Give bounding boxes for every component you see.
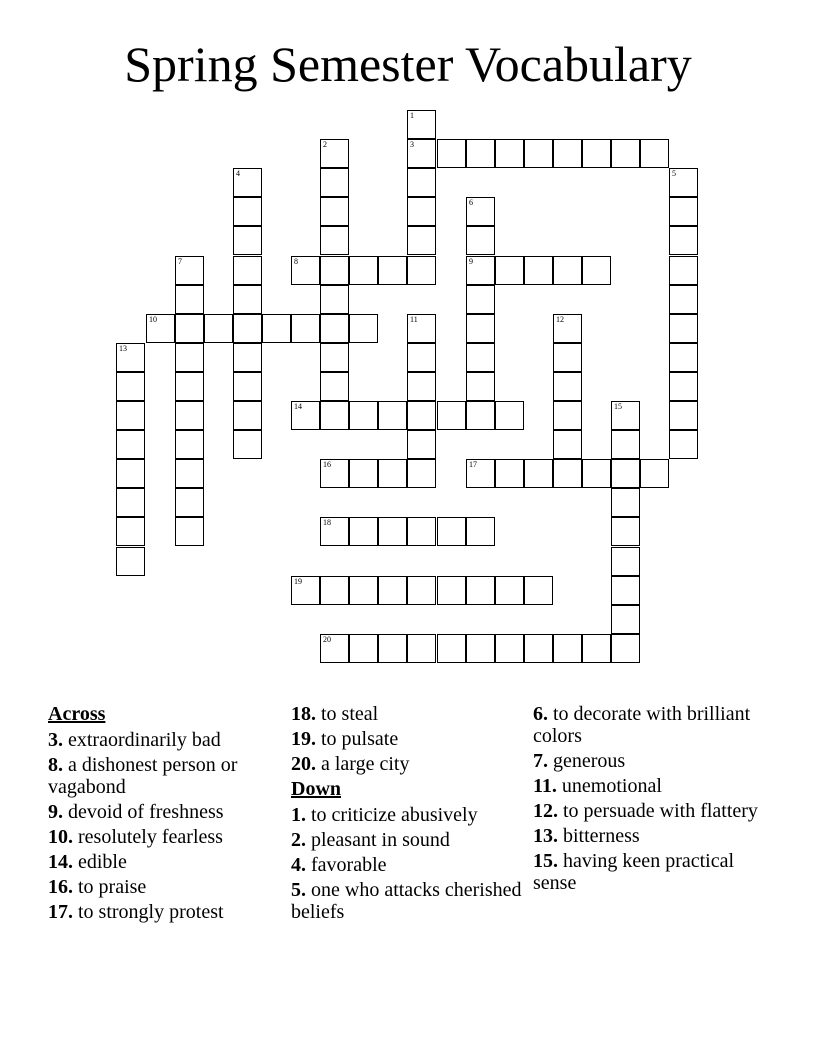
grid-cell[interactable] [466,139,495,168]
grid-cell[interactable] [378,256,407,285]
grid-cell[interactable] [553,343,582,372]
down-header: Down [291,778,342,800]
grid-cell[interactable] [349,314,378,343]
grid-cell[interactable] [553,459,582,488]
grid-cell[interactable] [553,401,582,430]
grid-cell[interactable] [611,430,640,459]
grid-cell[interactable] [233,226,262,255]
clue-across-16: 16. to praise [48,876,147,898]
grid-cell[interactable] [407,343,436,372]
grid-cell[interactable] [437,634,466,663]
grid-cell[interactable] [233,401,262,430]
grid-cell[interactable] [524,139,553,168]
clue-across-14: 14. edible [48,851,127,873]
clue-across-10: 10. resolutely fearless [48,826,223,848]
grid-cell[interactable] [320,139,349,168]
grid-cell[interactable] [407,430,436,459]
grid-cell[interactable] [669,343,698,372]
grid-cell[interactable] [611,459,640,488]
grid-cell[interactable] [175,372,204,401]
across-header: Across [48,703,106,725]
grid-cell[interactable] [320,634,349,663]
grid-cell[interactable] [291,256,320,285]
grid-cell[interactable] [466,372,495,401]
grid-cell[interactable] [175,401,204,430]
grid-cell[interactable] [233,314,262,343]
grid-cell[interactable] [582,139,611,168]
grid-cell[interactable] [466,517,495,546]
grid-cell[interactable] [582,634,611,663]
grid-cell[interactable] [582,256,611,285]
clue-number: 15 [614,402,622,411]
grid-cell[interactable] [175,430,204,459]
grid-cell[interactable] [669,430,698,459]
clue-down-4: 4. favorable [291,854,387,876]
grid-cell[interactable] [349,256,378,285]
grid-cell[interactable] [437,576,466,605]
clue-down-5: 5. one who attacks cherished beliefs [291,879,522,923]
grid-cell[interactable] [320,285,349,314]
clue-across-19: 19. to pulsate [291,728,399,750]
clue-number: 7 [178,257,182,266]
grid-cell[interactable] [291,401,320,430]
grid-cell[interactable] [233,168,262,197]
clue-down-11: 11. unemotional [533,775,662,797]
grid-cell[interactable] [611,576,640,605]
grid-cell[interactable] [233,256,262,285]
grid-cell[interactable] [611,605,640,634]
grid-cell[interactable] [378,634,407,663]
grid-cell[interactable] [349,517,378,546]
clue-number: 1 [410,111,414,120]
grid-cell[interactable] [407,256,436,285]
grid-cell[interactable] [233,285,262,314]
grid-cell[interactable] [116,372,145,401]
grid-cell[interactable] [669,197,698,226]
grid-cell[interactable] [378,517,407,546]
grid-cell[interactable] [407,226,436,255]
grid-cell[interactable] [175,285,204,314]
grid-cell[interactable] [291,314,320,343]
clue-number: 13 [119,344,127,353]
grid-cell[interactable] [378,576,407,605]
grid-cell[interactable] [553,372,582,401]
grid-cell[interactable] [582,459,611,488]
clue-down-12: 12. to persuade with flattery [533,800,758,822]
clue-number: 6 [469,198,473,207]
grid-cell[interactable] [669,401,698,430]
grid-cell[interactable] [349,401,378,430]
grid-cell[interactable] [116,488,145,517]
grid-cell[interactable] [466,343,495,372]
grid-cell[interactable] [407,110,436,139]
clue-across-9: 9. devoid of freshness [48,801,224,823]
grid-cell[interactable] [611,488,640,517]
grid-cell[interactable] [175,517,204,546]
grid-cell[interactable] [495,139,524,168]
grid-cell[interactable] [466,256,495,285]
grid-cell[interactable] [262,314,291,343]
grid-cell[interactable] [553,139,582,168]
grid-cell[interactable] [175,314,204,343]
clue-number: 3 [410,140,414,149]
grid-cell[interactable] [466,459,495,488]
grid-cell[interactable] [378,459,407,488]
grid-cell[interactable] [349,459,378,488]
grid-cell[interactable] [233,372,262,401]
grid-cell[interactable] [204,314,233,343]
clue-number: 4 [236,169,240,178]
grid-cell[interactable] [466,197,495,226]
grid-cell[interactable] [233,197,262,226]
clue-number: 9 [469,257,473,266]
grid-cell[interactable] [495,459,524,488]
grid-cell[interactable] [466,634,495,663]
clues-column-2 [291,703,523,926]
grid-cell[interactable] [175,488,204,517]
grid-cell[interactable] [640,139,669,168]
grid-cell[interactable] [553,256,582,285]
grid-cell[interactable] [320,197,349,226]
grid-cell[interactable] [669,285,698,314]
grid-cell[interactable] [437,139,466,168]
grid-cell[interactable] [611,634,640,663]
grid-cell[interactable] [669,168,698,197]
clue-number: 18 [323,518,331,527]
clue-down-15: 15. having keen practical sense [533,850,735,894]
grid-cell[interactable] [407,401,436,430]
grid-cell[interactable] [611,517,640,546]
clue-down-13: 13. bitterness [533,825,640,847]
clue-number: 11 [410,315,418,324]
grid-cell[interactable] [320,459,349,488]
grid-cell[interactable] [669,226,698,255]
grid-cell[interactable] [116,547,145,576]
page-title: Spring Semester Vocabulary [124,36,692,92]
grid-cell[interactable] [320,576,349,605]
grid-cell[interactable] [407,139,436,168]
clue-number: 5 [672,169,676,178]
grid-cell[interactable] [407,517,436,546]
grid-cell[interactable] [233,430,262,459]
grid-cell[interactable] [320,517,349,546]
grid-cell[interactable] [524,256,553,285]
grid-cell[interactable] [407,168,436,197]
grid-cell[interactable] [466,314,495,343]
grid-cell[interactable] [553,430,582,459]
grid-cell[interactable] [291,576,320,605]
clue-number: 10 [149,315,157,324]
clue-number: 14 [294,402,302,411]
grid-cell[interactable] [611,547,640,576]
grid-cell[interactable] [466,285,495,314]
grid-cell[interactable] [320,168,349,197]
clue-down-7: 7. generous [533,750,626,772]
grid-cell[interactable] [233,343,262,372]
grid-cell[interactable] [407,634,436,663]
grid-cell[interactable] [553,634,582,663]
grid-cell[interactable] [407,314,436,343]
grid-cell[interactable] [437,517,466,546]
clues-column-3 [533,703,765,897]
grid-cell[interactable] [611,139,640,168]
grid-cell[interactable] [495,401,524,430]
clue-number: 19 [294,577,302,586]
grid-cell[interactable] [466,401,495,430]
clue-number: 2 [323,140,327,149]
grid-cell[interactable] [524,634,553,663]
clue-down-1: 1. to criticize abusively [291,804,478,826]
grid-cell[interactable] [146,314,175,343]
grid-cell[interactable] [466,226,495,255]
grid-cell[interactable] [116,517,145,546]
clue-number: 20 [323,635,331,644]
clue-across-17: 17. to strongly protest [48,901,224,923]
clue-across-8: 8. a dishonest person or vagabond [48,754,238,798]
grid-cell[interactable] [116,343,145,372]
grid-cell[interactable] [320,314,349,343]
clue-number: 16 [323,460,331,469]
grid-cell[interactable] [175,343,204,372]
grid-cell[interactable] [349,634,378,663]
grid-cell[interactable] [466,576,495,605]
clue-number: 12 [556,315,564,324]
grid-cell[interactable] [320,226,349,255]
grid-cell[interactable] [495,634,524,663]
clue-across-3: 3. extraordinarily bad [48,729,221,751]
grid-cell[interactable] [524,576,553,605]
grid-cell[interactable] [116,459,145,488]
clue-across-20: 20. a large city [291,753,410,775]
grid-cell[interactable] [407,372,436,401]
grid-cell[interactable] [175,256,204,285]
clue-down-2: 2. pleasant in sound [291,829,450,851]
grid-cell[interactable] [495,256,524,285]
clue-across-18: 18. to steal [291,703,379,725]
grid-cell[interactable] [640,459,669,488]
grid-cell[interactable] [320,343,349,372]
grid-cell[interactable] [320,401,349,430]
grid-cell[interactable] [553,314,582,343]
grid-cell[interactable] [495,576,524,605]
clues-column-1 [48,703,280,926]
clue-number: 17 [469,460,477,469]
grid-cell[interactable] [407,197,436,226]
grid-cell[interactable] [611,401,640,430]
grid-cell[interactable] [669,372,698,401]
grid-cell[interactable] [116,401,145,430]
grid-cell[interactable] [437,401,466,430]
clue-number: 8 [294,257,298,266]
clue-down-6: 6. to decorate with brilliant colors [533,703,751,747]
grid-cell[interactable] [378,401,407,430]
grid-cell[interactable] [669,314,698,343]
grid-cell[interactable] [116,430,145,459]
grid-cell[interactable] [175,459,204,488]
grid-cell[interactable] [524,459,553,488]
grid-cell[interactable] [320,372,349,401]
grid-cell[interactable] [320,256,349,285]
grid-cell[interactable] [407,459,436,488]
grid-cell[interactable] [669,256,698,285]
grid-cell[interactable] [349,576,378,605]
grid-cell[interactable] [407,576,436,605]
